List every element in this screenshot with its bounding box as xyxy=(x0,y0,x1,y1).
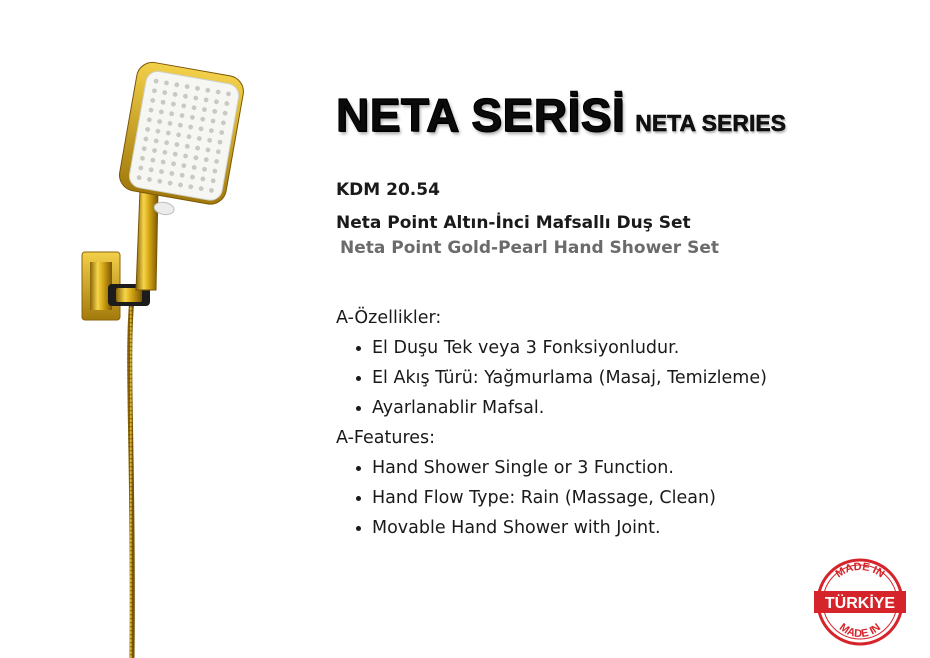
features-list-tr xyxy=(336,333,767,423)
made-in-turkiye-badge xyxy=(810,557,910,647)
features-heading-en: A-Features: xyxy=(336,428,436,448)
badge-center-text: TÜRKİYE xyxy=(824,595,896,612)
badge-top-text: MADE IN xyxy=(833,560,887,581)
list-item: Hand Flow Type: Rain (Massage, Clean) xyxy=(372,483,767,513)
product-name-tr: Neta Point Altın-İnci Mafsallı Duş Set xyxy=(336,213,691,233)
list-item: Ayarlanablir Mafsal. xyxy=(372,393,767,423)
series-title-tr: NETA SERİSİ xyxy=(336,89,626,141)
product-name-en: Neta Point Gold-Pearl Hand Shower Set xyxy=(340,238,720,258)
list-item: El Duşu Tek veya 3 Fonksiyonludur. xyxy=(372,333,767,363)
list-item: Movable Hand Shower with Joint. xyxy=(372,513,767,543)
list-item: El Akış Türü: Yağmurlama (Masaj, Temizleme) xyxy=(372,363,767,393)
series-title xyxy=(336,88,786,142)
product-code: KDM 20.54 xyxy=(336,180,440,200)
list-item: Hand Shower Single or 3 Function. xyxy=(372,453,767,483)
badge-bottom-text: MADE IN xyxy=(837,621,883,641)
features-section xyxy=(336,303,767,543)
features-heading-tr: A-Özellikler: xyxy=(336,308,442,328)
hand-shower-image xyxy=(60,40,260,658)
features-list-en xyxy=(336,453,767,543)
series-title-en: NETA SERIES xyxy=(635,110,787,136)
